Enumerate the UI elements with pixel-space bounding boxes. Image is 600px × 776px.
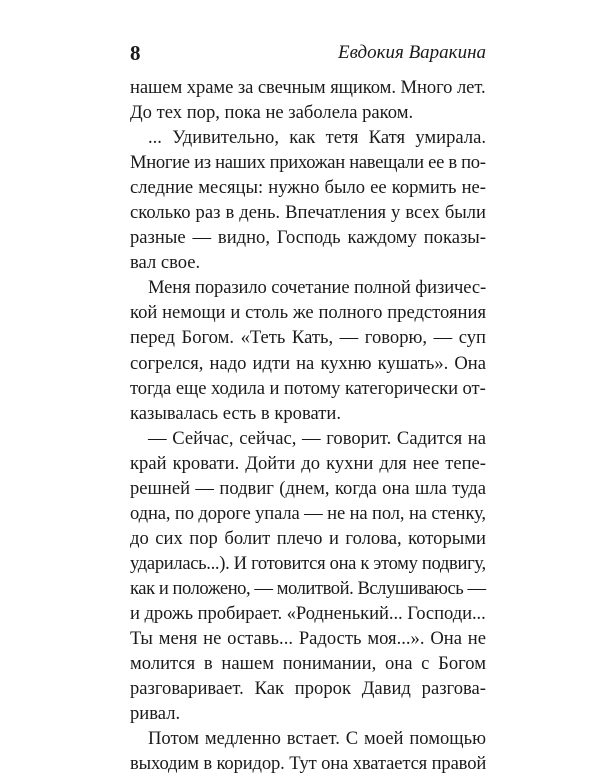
text-line: край кровати. Дойти до кухни для нее тепе-: [130, 452, 486, 474]
text-line: Меня поразило сочетание полной физичес-: [148, 277, 487, 299]
text-line: следние месяцы: нужно было ее кормить не-: [130, 177, 486, 199]
text-line: Потом медленно встает. С моей помощью: [148, 728, 486, 750]
running-head-author: Евдокия Варакина: [338, 42, 486, 63]
text-line: Многие из наших прихожан навещали ее в по-: [130, 152, 486, 174]
text-line: разные — видно, Господь каждому показы-: [130, 227, 486, 249]
body-text: [130, 75, 486, 776]
text-line: До тех пор, пока не заболела раком.: [130, 102, 414, 124]
text-line: как и положено, — молитвой. Вслушиваюсь —: [130, 577, 486, 599]
text-line: вал свое.: [130, 252, 201, 274]
text-line: перед Богом. «Теть Кать, — говорю, — суп: [130, 327, 486, 349]
text-line: Ты меня не оставь... Радость моя...». Она не: [130, 628, 486, 650]
page-number: 8: [130, 41, 141, 65]
text-line: тогда еще ходила и потому категорически от-: [130, 377, 486, 399]
text-line: ривал.: [130, 703, 181, 725]
text-line: молится в нашем понимании, она с Богом: [130, 653, 486, 675]
text-line: и дрожь пробирает. «Родненький... Господи...: [130, 602, 486, 624]
page-header: [130, 38, 486, 68]
text-line: разговаривает. Как пророк Давид разгова-: [130, 678, 486, 700]
text-line: ударилась...). И готовится она к этому подвигу,: [130, 552, 486, 574]
text-line: ... Удивительно, как тетя Катя умирала.: [148, 127, 486, 149]
text-line: — Сейчас, сейчас, — говорит. Садится на: [148, 427, 486, 449]
text-line: до сих пор болит плечо и голова, которыми: [130, 527, 486, 549]
text-line: выходим в коридор. Тут она хватается правой: [130, 753, 487, 775]
text-line: казывалась есть в кровати.: [130, 402, 342, 424]
text-line: решней — подвиг (днем, когда она шла туда: [130, 477, 486, 499]
text-line: кой немощи и столь же полного предстояния: [130, 302, 486, 324]
text-line: нашем храме за свечным ящиком. Много лет.: [130, 77, 486, 98]
text-line: сколько раз в день. Впечатления у всех были: [130, 202, 486, 224]
text-line: согрелся, надо идти на кухню кушать». Она: [130, 352, 486, 374]
text-line: одна, по дороге упала — не на пол, на стенку,: [130, 502, 486, 524]
